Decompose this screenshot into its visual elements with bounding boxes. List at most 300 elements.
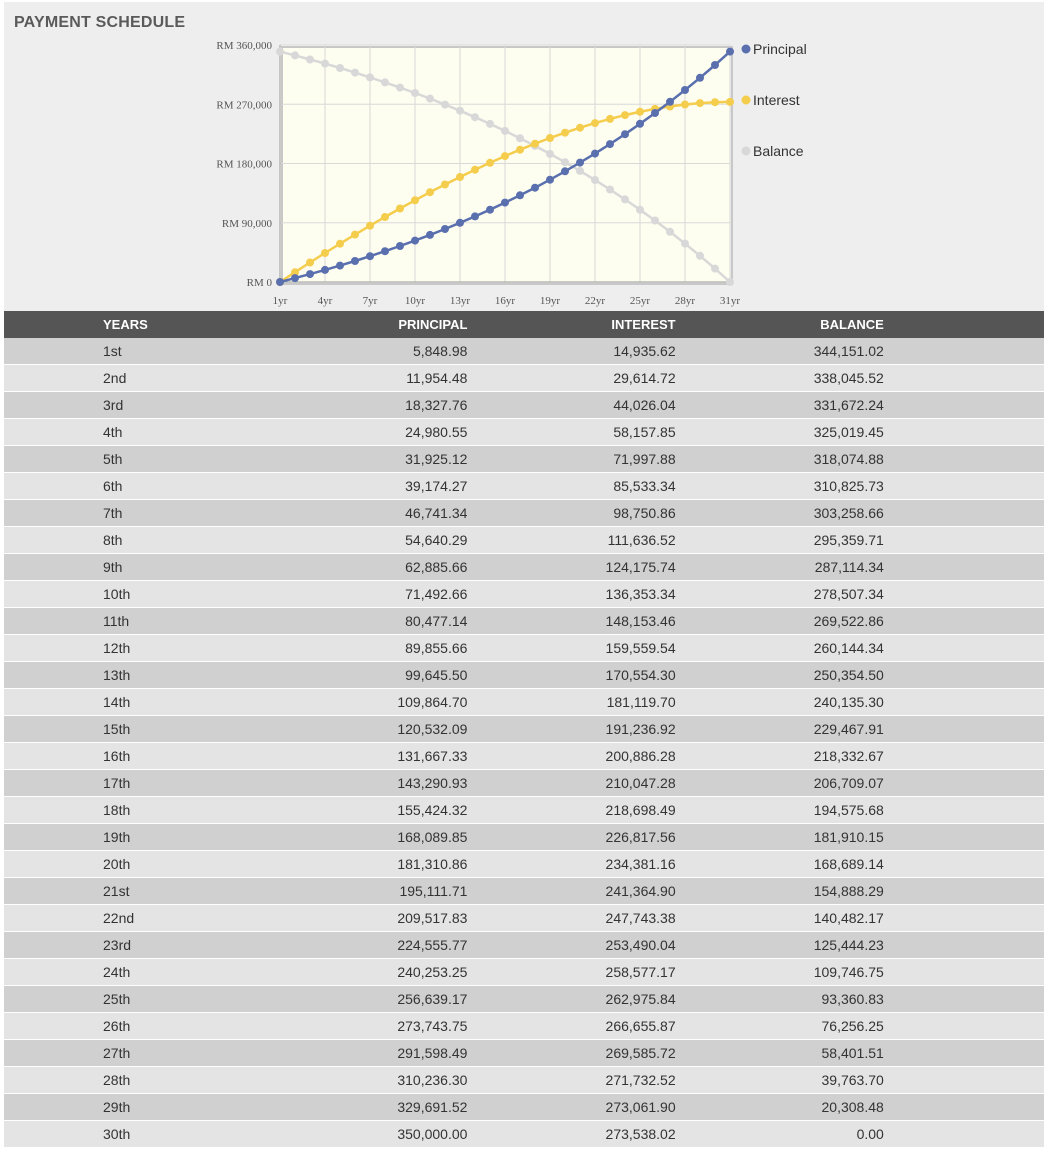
data-point-balance (321, 60, 329, 68)
data-point-principal (501, 199, 509, 207)
cell-spacer (884, 689, 1044, 716)
cell-spacer (884, 1067, 1044, 1094)
data-point-balance (456, 107, 464, 115)
cell-year: 8th (103, 532, 123, 548)
data-point-principal (471, 212, 479, 220)
data-point-principal (621, 130, 629, 138)
data-point-interest (366, 222, 374, 230)
cell-year: 22nd (103, 910, 135, 926)
data-point-balance (681, 240, 689, 248)
header-principal: PRINCIPAL (203, 311, 467, 338)
cell-year: 9th (103, 559, 123, 575)
header-years: YEARS (4, 311, 203, 338)
table-body (4, 338, 1044, 1148)
cell-interest: 253,490.04 (605, 937, 676, 953)
data-point-principal (636, 120, 644, 128)
cell-spacer (884, 851, 1044, 878)
cell-year: 19th (103, 829, 131, 845)
cell-balance: 181,910.15 (813, 829, 884, 845)
cell-interest: 136,353.34 (605, 586, 676, 602)
data-point-balance (621, 195, 629, 203)
data-point-interest (516, 146, 524, 154)
cell-year: 13th (103, 667, 131, 683)
cell-balance: 338,045.52 (813, 370, 884, 386)
data-point-balance (411, 89, 419, 97)
data-point-interest (411, 196, 419, 204)
cell-principal: 71,492.66 (405, 586, 468, 602)
data-point-balance (696, 252, 704, 260)
cell-year: 21st (103, 883, 130, 899)
data-point-principal (456, 219, 464, 227)
x-tick-label: 31yr (719, 295, 741, 307)
cell-principal: 120,532.09 (397, 721, 468, 737)
data-point-balance (471, 113, 479, 121)
legend-marker-principal (742, 45, 751, 54)
data-point-interest (546, 134, 554, 142)
data-point-balance (591, 176, 599, 184)
data-point-balance (651, 217, 659, 225)
table-row (4, 716, 1044, 743)
table-row (4, 554, 1044, 581)
cell-spacer (884, 500, 1044, 527)
cell-principal: 329,691.52 (397, 1099, 468, 1115)
cell-principal: 62,885.66 (405, 559, 468, 575)
cell-balance: 278,507.34 (813, 586, 884, 602)
cell-principal: 273,743.75 (397, 1018, 468, 1034)
data-point-balance (336, 64, 344, 72)
cell-spacer (884, 824, 1044, 851)
cell-principal: 46,741.34 (405, 505, 468, 521)
cell-interest: 159,559.54 (605, 640, 676, 656)
data-point-balance (711, 265, 719, 273)
data-point-interest (531, 140, 539, 148)
cell-year: 28th (103, 1072, 131, 1088)
cell-year: 30th (103, 1126, 131, 1142)
data-point-principal (426, 231, 434, 239)
cell-spacer (884, 797, 1044, 824)
cell-spacer (884, 905, 1044, 932)
header-spacer (884, 311, 1044, 338)
data-point-principal (486, 206, 494, 214)
cell-interest: 200,886.28 (605, 748, 676, 764)
cell-spacer (884, 554, 1044, 581)
cell-balance: 76,256.25 (821, 1018, 884, 1034)
cell-balance: 20,308.48 (821, 1099, 884, 1115)
cell-spacer (884, 635, 1044, 662)
cell-year: 3rd (103, 397, 124, 413)
cell-principal: 39,174.27 (405, 478, 468, 494)
cell-spacer (884, 716, 1044, 743)
cell-balance: 140,482.17 (813, 910, 884, 926)
cell-spacer (884, 1040, 1044, 1067)
cell-principal: 181,310.86 (397, 856, 468, 872)
data-point-balance (351, 69, 359, 77)
cell-year: 5th (103, 451, 123, 467)
cell-year: 23rd (103, 937, 132, 953)
table-row (4, 878, 1044, 905)
cell-balance: 0.00 (856, 1126, 884, 1142)
cell-year: 20th (103, 856, 131, 872)
cell-year: 29th (103, 1099, 131, 1115)
cell-balance: 269,522.86 (813, 613, 884, 629)
data-point-balance (486, 120, 494, 128)
cell-year: 25th (103, 991, 131, 1007)
cell-principal: 291,598.49 (397, 1045, 468, 1061)
cell-year: 14th (103, 694, 131, 710)
cell-principal: 99,645.50 (405, 667, 468, 683)
cell-interest: 210,047.28 (605, 775, 676, 791)
cell-principal: 310,236.30 (397, 1072, 468, 1088)
legend-label-interest: Interest (753, 92, 800, 108)
table-row (4, 473, 1044, 500)
data-point-interest (576, 124, 584, 132)
y-tick-label: RM 90,000 (221, 217, 272, 230)
cell-balance: 318,074.88 (813, 451, 884, 467)
data-point-interest (486, 159, 494, 167)
table-row (4, 932, 1044, 959)
cell-interest: 14,935.62 (613, 343, 676, 359)
table-row (4, 392, 1044, 419)
data-point-interest (606, 115, 614, 123)
cell-year: 1st (103, 343, 122, 359)
data-point-balance (366, 73, 374, 81)
table-row (4, 743, 1044, 770)
table-row (4, 986, 1044, 1013)
table-row (4, 1040, 1044, 1067)
cell-balance: 194,575.68 (813, 802, 884, 818)
cell-interest: 262,975.84 (605, 991, 676, 1007)
table-row (4, 419, 1044, 446)
cell-spacer (884, 608, 1044, 635)
cell-spacer (884, 338, 1044, 365)
data-point-principal (291, 274, 299, 282)
cell-balance: 344,151.02 (813, 343, 884, 359)
data-point-interest (696, 99, 704, 107)
data-point-balance (426, 95, 434, 103)
data-point-interest (426, 188, 434, 196)
data-point-balance (636, 206, 644, 214)
data-point-interest (681, 101, 689, 109)
cell-spacer (884, 986, 1044, 1013)
cell-interest: 266,655.87 (605, 1018, 676, 1034)
cell-interest: 29,614.72 (613, 370, 676, 386)
table-row (4, 905, 1044, 932)
cell-interest: 247,743.38 (605, 910, 676, 926)
cell-year: 2nd (103, 370, 127, 386)
data-point-interest (636, 108, 644, 116)
schedule-table-wrap (4, 311, 1044, 1148)
y-tick-label: RM 180,000 (216, 158, 272, 171)
cell-balance: 58,401.51 (821, 1045, 884, 1061)
cell-balance: 206,709.07 (813, 775, 884, 791)
data-point-principal (726, 48, 734, 56)
cell-interest: 170,554.30 (605, 667, 676, 683)
data-point-interest (456, 173, 464, 181)
cell-spacer (884, 959, 1044, 986)
data-point-interest (621, 111, 629, 119)
cell-interest: 111,636.52 (607, 532, 676, 548)
cell-principal: 195,111.71 (399, 883, 468, 899)
cell-balance: 295,359.71 (813, 532, 884, 548)
data-point-principal (651, 109, 659, 117)
data-point-interest (336, 240, 344, 248)
data-point-balance (381, 78, 389, 86)
data-point-balance (576, 167, 584, 175)
x-tick-label: 4yr (317, 295, 333, 307)
table-row (4, 608, 1044, 635)
cell-spacer (884, 473, 1044, 500)
cell-spacer (884, 419, 1044, 446)
data-point-balance (306, 56, 314, 64)
data-point-balance (396, 84, 404, 92)
cell-principal: 109,864.70 (397, 694, 468, 710)
cell-spacer (884, 1121, 1044, 1148)
cell-principal: 18,327.76 (405, 397, 468, 413)
legend-label-principal: Principal (753, 41, 807, 57)
cell-interest: 269,585.72 (605, 1045, 676, 1061)
x-tick-label: 1yr (272, 295, 288, 307)
table-row (4, 1094, 1044, 1121)
cell-year: 27th (103, 1045, 131, 1061)
data-point-principal (366, 252, 374, 260)
cell-interest: 85,533.34 (613, 478, 676, 494)
cell-year: 6th (103, 478, 123, 494)
cell-spacer (884, 527, 1044, 554)
cell-balance: 218,332.67 (813, 748, 884, 764)
cell-spacer (884, 446, 1044, 473)
cell-spacer (884, 770, 1044, 797)
x-tick-label: 22yr (584, 295, 606, 307)
cell-year: 18th (103, 802, 131, 818)
data-point-interest (561, 129, 569, 137)
cell-balance: 240,135.30 (813, 694, 884, 710)
cell-principal: 31,925.12 (405, 451, 468, 467)
data-point-principal (546, 176, 554, 184)
payment-chart (4, 2, 1044, 311)
table-row (4, 851, 1044, 878)
table-row (4, 959, 1044, 986)
cell-principal: 11,954.48 (406, 370, 468, 386)
cell-year: 24th (103, 964, 131, 980)
x-tick-label: 13yr (449, 295, 471, 307)
x-tick-label: 16yr (494, 295, 516, 307)
data-point-principal (696, 74, 704, 82)
cell-balance: 39,763.70 (821, 1072, 884, 1088)
cell-principal: 209,517.83 (397, 910, 468, 926)
data-point-balance (666, 228, 674, 236)
cell-balance: 229,467.91 (813, 721, 884, 737)
data-point-balance (726, 278, 734, 286)
y-tick-label: RM 0 (246, 277, 272, 289)
cell-spacer (884, 878, 1044, 905)
data-point-principal (441, 225, 449, 233)
data-point-principal (666, 98, 674, 106)
cell-balance: 109,746.75 (813, 964, 884, 980)
cell-balance: 310,825.73 (813, 478, 884, 494)
cell-principal: 350,000.00 (397, 1126, 468, 1142)
cell-interest: 98,750.86 (613, 505, 676, 521)
data-point-principal (336, 262, 344, 270)
cell-interest: 241,364.90 (605, 883, 676, 899)
data-point-balance (291, 51, 299, 59)
cell-year: 7th (103, 505, 123, 521)
cell-balance: 93,360.83 (821, 991, 884, 1007)
cell-spacer (884, 1013, 1044, 1040)
cell-principal: 131,667.33 (397, 748, 468, 764)
cell-principal: 168,089.85 (397, 829, 468, 845)
x-tick-label: 7yr (362, 295, 378, 307)
data-point-principal (591, 150, 599, 158)
header-balance: BALANCE (676, 311, 884, 338)
cell-balance: 250,354.50 (813, 667, 884, 683)
table-row (4, 689, 1044, 716)
table-row (4, 824, 1044, 851)
data-point-interest (381, 213, 389, 221)
table-row (4, 635, 1044, 662)
cell-principal: 89,855.66 (405, 640, 468, 656)
table-row (4, 770, 1044, 797)
table-row (4, 1067, 1044, 1094)
table-header-row (4, 311, 1044, 338)
cell-balance: 331,672.24 (813, 397, 884, 413)
y-tick-label: RM 270,000 (216, 99, 272, 112)
legend-marker-balance (742, 147, 751, 156)
x-tick-label: 10yr (404, 295, 426, 307)
data-point-balance (606, 186, 614, 194)
cell-interest: 273,061.90 (605, 1099, 676, 1115)
cell-balance: 260,144.34 (813, 640, 884, 656)
cell-principal: 24,980.55 (405, 424, 468, 440)
data-point-principal (576, 159, 584, 167)
table-row (4, 527, 1044, 554)
cell-principal: 80,477.14 (405, 613, 468, 629)
cell-year: 11th (103, 613, 130, 629)
x-tick-label: 28yr (674, 295, 696, 307)
cell-interest: 226,817.56 (605, 829, 676, 845)
header-interest: INTEREST (467, 311, 675, 338)
data-point-balance (276, 48, 284, 56)
data-point-principal (561, 167, 569, 175)
cell-balance: 168,689.14 (813, 856, 884, 872)
cell-principal: 240,253.25 (397, 964, 468, 980)
data-point-balance (501, 127, 509, 135)
cell-spacer (884, 581, 1044, 608)
data-point-principal (516, 191, 524, 199)
cell-interest: 44,026.04 (613, 397, 676, 413)
table-row (4, 446, 1044, 473)
cell-interest: 273,538.02 (605, 1126, 676, 1142)
cell-balance: 303,258.66 (813, 505, 884, 521)
table-row (4, 1013, 1044, 1040)
legend-marker-interest (742, 96, 751, 105)
table-row (4, 581, 1044, 608)
data-point-balance (441, 101, 449, 109)
data-point-interest (321, 249, 329, 257)
data-point-principal (681, 86, 689, 94)
cell-interest: 71,997.88 (613, 451, 676, 467)
data-point-principal (411, 237, 419, 245)
table-row (4, 365, 1044, 392)
cell-principal: 5,848.98 (412, 343, 468, 359)
cell-interest: 271,732.52 (605, 1072, 676, 1088)
data-point-principal (276, 278, 284, 286)
cell-principal: 143,290.93 (397, 775, 468, 791)
data-point-interest (396, 205, 404, 213)
data-point-principal (351, 257, 359, 265)
data-point-interest (351, 231, 359, 239)
cell-interest: 258,577.17 (605, 964, 676, 980)
data-point-interest (471, 166, 479, 174)
data-point-principal (606, 140, 614, 148)
y-tick-label: RM 360,000 (216, 40, 272, 52)
data-point-balance (546, 150, 554, 158)
table-row (4, 662, 1044, 689)
x-tick-label: 25yr (629, 295, 651, 307)
cell-interest: 124,175.74 (605, 559, 676, 575)
table-row (4, 797, 1044, 824)
cell-balance: 125,444.23 (813, 937, 884, 953)
table-row (4, 338, 1044, 365)
table-row (4, 1121, 1044, 1148)
data-point-principal (321, 266, 329, 274)
cell-principal: 54,640.29 (405, 532, 468, 548)
schedule-table (4, 311, 1044, 1148)
data-point-interest (711, 98, 719, 106)
cell-spacer (884, 1094, 1044, 1121)
data-point-principal (306, 270, 314, 278)
data-point-principal (381, 247, 389, 255)
cell-year: 16th (103, 748, 131, 764)
data-point-interest (591, 119, 599, 127)
cell-spacer (884, 743, 1044, 770)
data-point-balance (561, 158, 569, 166)
data-point-principal (531, 184, 539, 192)
table-row (4, 500, 1044, 527)
payment-schedule-panel (4, 2, 1044, 1148)
cell-spacer (884, 932, 1044, 959)
cell-interest: 191,236.92 (605, 721, 676, 737)
data-point-interest (306, 259, 314, 267)
cell-year: 12th (103, 640, 131, 656)
data-point-principal (711, 61, 719, 69)
cell-spacer (884, 365, 1044, 392)
cell-principal: 155,424.32 (397, 802, 468, 818)
legend-label-balance: Balance (753, 143, 804, 159)
cell-balance: 325,019.45 (813, 424, 884, 440)
cell-interest: 218,698.49 (605, 802, 676, 818)
cell-year: 4th (103, 424, 123, 440)
data-point-balance (516, 134, 524, 142)
data-point-interest (501, 152, 509, 160)
cell-spacer (884, 662, 1044, 689)
cell-year: 10th (103, 586, 131, 602)
cell-interest: 58,157.85 (613, 424, 676, 440)
data-point-interest (441, 181, 449, 189)
cell-year: 17th (103, 775, 131, 791)
cell-year: 15th (103, 721, 131, 737)
cell-spacer (884, 392, 1044, 419)
cell-balance: 154,888.29 (813, 883, 884, 899)
cell-interest: 181,119.70 (606, 694, 676, 710)
cell-balance: 287,114.34 (814, 559, 884, 575)
cell-principal: 224,555.77 (397, 937, 468, 953)
cell-year: 26th (103, 1018, 131, 1034)
data-point-principal (396, 242, 404, 250)
cell-principal: 256,639.17 (397, 991, 468, 1007)
cell-interest: 148,153.46 (605, 613, 676, 629)
x-tick-label: 19yr (539, 295, 561, 307)
data-point-interest (726, 98, 734, 106)
